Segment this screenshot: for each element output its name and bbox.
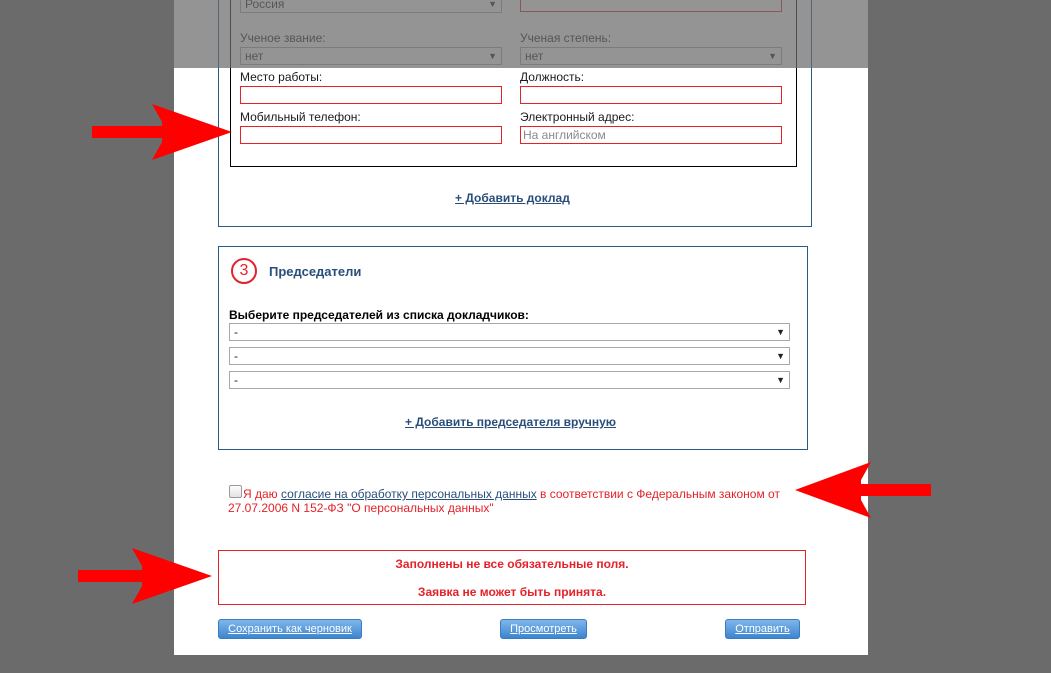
red-arrow-icon bbox=[78, 548, 212, 604]
add-chair-manually-link[interactable]: + Добавить председателя вручную bbox=[405, 415, 617, 429]
chair-select-1[interactable] bbox=[229, 323, 790, 341]
workplace-field[interactable] bbox=[240, 86, 502, 104]
consent-suffix: в соответствии с Федеральным законом от 27.07.2006 N 152-ФЗ "О персональных данных" bbox=[228, 487, 780, 515]
red-arrow-icon bbox=[92, 104, 232, 160]
chair-select-2-value: - bbox=[234, 349, 238, 363]
mobile-phone-field[interactable] bbox=[240, 126, 502, 144]
consent-prefix: Я даю bbox=[243, 487, 282, 501]
modal-overlay bbox=[0, 0, 1051, 68]
chair-select-2[interactable] bbox=[229, 347, 790, 365]
chevron-down-icon: ▼ bbox=[776, 327, 785, 337]
error-line-2: Заявка не может быть принята. bbox=[417, 585, 607, 599]
submit-button[interactable]: Отправить bbox=[725, 619, 800, 639]
email-label: Электронный адрес: bbox=[520, 110, 635, 124]
red-arrow-icon bbox=[795, 462, 931, 518]
chair-select-1-value: - bbox=[234, 325, 238, 339]
chairs-section-title: Председатели bbox=[269, 264, 362, 279]
workplace-label: Место работы: bbox=[240, 70, 323, 84]
consent-link[interactable]: согласие на обработку персональных данных bbox=[281, 487, 537, 501]
add-report-link[interactable]: + Добавить доклад bbox=[455, 191, 570, 205]
preview-button[interactable]: Просмотреть bbox=[500, 619, 587, 639]
consent-text bbox=[228, 487, 793, 515]
section-number-badge: 3 bbox=[231, 258, 257, 284]
error-line-1: Заполнены не все обязательные поля. bbox=[395, 557, 629, 571]
email-field[interactable]: На английском bbox=[520, 126, 782, 144]
chairs-select-label: Выберите председателей из списка докладчиков: bbox=[229, 308, 529, 322]
chair-select-3[interactable] bbox=[229, 371, 790, 389]
save-draft-button[interactable]: Сохранить как черновик bbox=[218, 619, 362, 639]
error-message-box bbox=[218, 550, 806, 605]
chevron-down-icon: ▼ bbox=[776, 351, 785, 361]
mobile-phone-label: Мобильный телефон: bbox=[240, 110, 361, 124]
position-label: Должность: bbox=[520, 70, 585, 84]
position-field[interactable] bbox=[520, 86, 782, 104]
chevron-down-icon: ▼ bbox=[776, 375, 785, 385]
chair-select-3-value: - bbox=[234, 373, 238, 387]
